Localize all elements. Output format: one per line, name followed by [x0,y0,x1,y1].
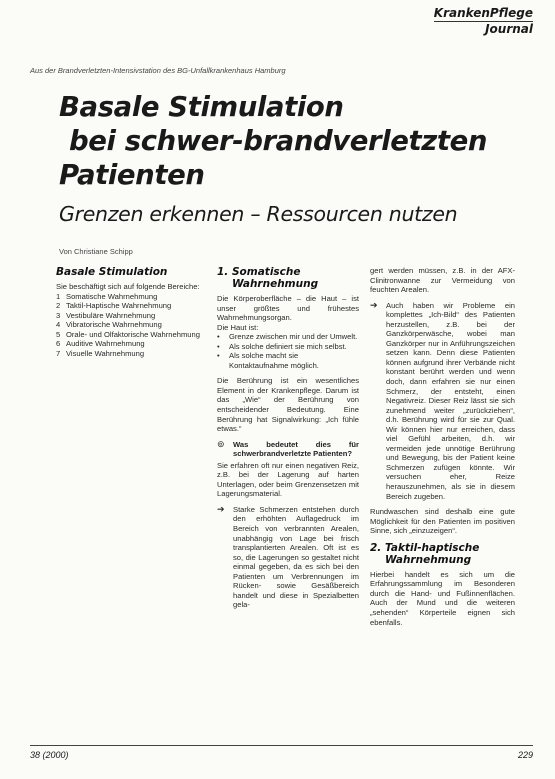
footer-rule [30,745,533,746]
page-number: 229 [517,750,533,760]
footer-issue: 38 (2000) [30,750,69,760]
title-line-3: Patienten [59,159,205,191]
perception-list [56,292,201,359]
paragraph: Die Haut ist: [217,322,259,332]
section-intro: Sie beschäftigt sich auf folgende Bereiche: [56,282,200,291]
arrow-right-icon: ➔ [217,503,225,514]
list-item: 4 Vibratorische Wahrnehmung [56,320,162,330]
list-item: 2 Taktil-Haptische Wahrnehmung [56,301,172,311]
author-line: Von Christiane Schipp [59,247,133,256]
list-item: 7 Visuelle Wahrnehmung [56,348,145,358]
paragraph: Die Berührung ist ein wesentliches Element in der Krankenpflege. Darum ist das „Wie“ der Berührung von entscheidender Bedeutung. Eine Berührung hat Signalwirkung: „Ich fühle etwas.“ [217,376,359,434]
list-item: • Als solche macht sie Kontaktaufnahme möglich. [217,351,319,370]
column-3 [370,266,515,633]
article-title [59,90,539,192]
source-line: Aus der Brandverletzten-Intensivstation des BG-Unfallkrankenhaus Hamburg [30,66,286,75]
list-item: • Grenze zwischen mir und der Umwelt. [217,332,358,342]
arrow-paragraph: ➔ Starke Schmerzen entstehen durch den erhöhten Auflagedruck im Bereich von verbrannten Arealen, unabhängig von Lage bei frisch transplantierten Arealen. Oft ist es so, die Lagerungen so gestaltet nicht einmal gegeben, da es sich bei den Patienten um Verbrennungen im Rücken- sowie Gesäßbereich handelt und diese in Spezialbetten gela- [217,503,359,610]
arrow-right-icon: ➔ [370,299,378,310]
paragraph: Sie erfahren oft nur einen negativen Reiz, z.B. bei der Lagerung auf harten Unterlagen, oder beim Grenzensetzen mit Lagerungsmaterial. [217,460,359,499]
paragraph: gert werden müssen, z.B. in der AFX-Clinitronwanne zur Vermeidung von feuchten Arealen. [370,266,515,295]
title-line-2: bei schwer-brandverletzten [69,125,488,157]
list-item: 1 Somatische Wahrnehmung [56,291,158,301]
question-block: ⊚ Was bedeutet dies für schwerbrandverletzte Patienten? [217,438,359,459]
bullet-list [217,332,359,370]
section-heading: 1. Somatische Wahrnehmung [217,266,319,290]
bullet-icon: • [217,332,220,342]
column-2 [217,266,359,616]
arrow-paragraph: ➔ Auch haben wir Probleme ein komplettes „Ich-Bild“ des Patienten herzustellen, z.B. bei der Ganzkörperwäsche, wobei man Ganzkörper nur in Anführungszeichen setzen kann. Denn diese Patienten können aufgrund ihrer Verbände nicht konstant berührt werden und wenn doch, dann erfahren sie nur einen Schmerz, der entsteht, einen Negativreiz. Dieser Reiz lässt sie sich zunehmend weiter „zurückziehen“, d.h. Berührung wird für sie zur Qual. Wir können hier nur erreichen, dass viel Gefühl arbeiten, d.h. wir vermeiden jede unnötige Berührung und Bewegung, bis der Patient keine Schmerzen zufügen könnte. Wir versuchen eher, Reize herauszunehmen, als sie in diesem Bereich zugeben. [370,299,515,501]
list-item: 6 Auditive Wahrnehmung [56,339,145,349]
paragraph: Hierbei handelt es sich um die Erfahrungssammlung im Besonderen durch die Hand- und Fußinnenflächen. Auch der Mund und die weiteren „sehenden“ Körperteile eignen sich ebenfalls. [370,569,515,627]
section-heading: 2. Taktil-haptische Wahrnehmung [370,541,480,566]
bullet-icon: • [217,341,220,351]
list-item: • Als solche definiert sie mich selbst. [217,341,347,351]
bullet-icon: • [217,351,220,361]
paragraph: Die Körperoberfläche – die Haut – ist unser größtes und frühestes Wahrnehmungsorgan. [217,294,359,323]
article-subtitle: Grenzen erkennen – Ressourcen nutzen [59,202,458,226]
paragraph: Rundwaschen sind deshalb eine gute Möglichkeit für den Patienten im positiven Sinne, sich „einzuzeigen“. [370,507,515,536]
journal-masthead [434,6,533,36]
title-line-1: Basale Stimulation [59,91,344,123]
journal-subname: Journal [485,22,533,36]
column-1 [56,266,201,362]
list-item: 3 Vestibuläre Wahrnehmung [56,310,156,320]
journal-name: KrankenPflege [433,6,533,20]
section-heading: Basale Stimulation [56,266,168,278]
list-item: 5 Orale- und Olfaktorische Wahrnehmung [56,329,200,339]
question-icon: ⊚ [217,438,225,449]
